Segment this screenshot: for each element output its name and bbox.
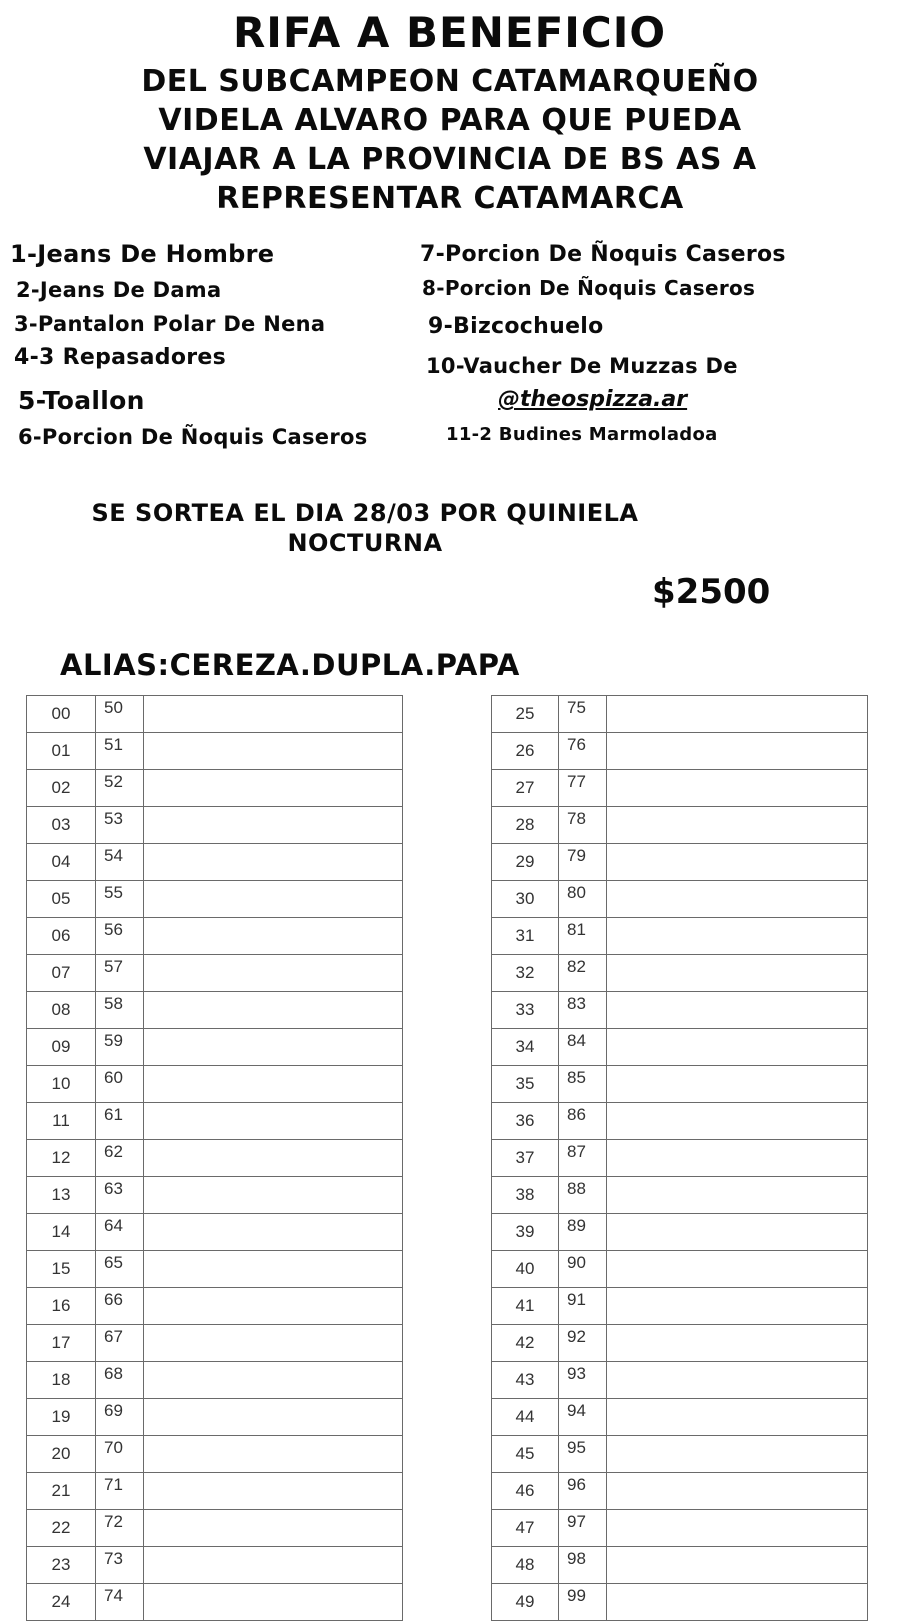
- number-cell: 28: [492, 807, 559, 844]
- number-cell: 20: [27, 1436, 96, 1473]
- name-entry-cell[interactable]: [607, 1436, 868, 1473]
- number-cell: 68: [96, 1362, 144, 1399]
- table-row: [27, 1103, 403, 1140]
- table-row: [492, 955, 868, 992]
- number-cell: 96: [559, 1473, 607, 1510]
- number-cell: 47: [492, 1510, 559, 1547]
- table-row: [492, 1325, 868, 1362]
- table-row: [27, 1140, 403, 1177]
- prize-item: 2-Jeans De Dama: [16, 278, 222, 302]
- ticket-price: $2500: [652, 572, 771, 612]
- number-cell: 89: [559, 1214, 607, 1251]
- name-entry-cell[interactable]: [607, 770, 868, 807]
- number-cell: 85: [559, 1066, 607, 1103]
- table-row: [27, 1436, 403, 1473]
- name-entry-cell[interactable]: [144, 1436, 403, 1473]
- prize-item: 1-Jeans De Hombre: [10, 240, 275, 268]
- number-cell: 34: [492, 1029, 559, 1066]
- number-cell: 72: [96, 1510, 144, 1547]
- name-entry-cell[interactable]: [607, 1029, 868, 1066]
- number-cell: 22: [27, 1510, 96, 1547]
- number-cell: 83: [559, 992, 607, 1029]
- name-entry-cell[interactable]: [144, 1473, 403, 1510]
- number-cell: 32: [492, 955, 559, 992]
- name-entry-cell[interactable]: [144, 881, 403, 918]
- table-row: [27, 1399, 403, 1436]
- number-cell: 56: [96, 918, 144, 955]
- prize-item: 7-Porcion De Ñoquis Caseros: [420, 242, 786, 267]
- name-entry-cell[interactable]: [144, 1288, 403, 1325]
- table-row: [492, 918, 868, 955]
- table-row: [27, 1251, 403, 1288]
- name-entry-cell[interactable]: [144, 918, 403, 955]
- number-cell: 92: [559, 1325, 607, 1362]
- number-cell: 64: [96, 1214, 144, 1251]
- name-entry-cell[interactable]: [607, 733, 868, 770]
- number-cell: 45: [492, 1436, 559, 1473]
- name-entry-cell[interactable]: [144, 1362, 403, 1399]
- name-entry-cell[interactable]: [607, 1251, 868, 1288]
- subtitle-line: DEL SUBCAMPEON CATAMARQUEÑO: [141, 64, 759, 99]
- number-cell: 98: [559, 1547, 607, 1584]
- table-row: [27, 1473, 403, 1510]
- number-cell: 76: [559, 733, 607, 770]
- number-cell: 71: [96, 1473, 144, 1510]
- table-row: [492, 881, 868, 918]
- number-cell: 19: [27, 1399, 96, 1436]
- number-cell: 41: [492, 1288, 559, 1325]
- table-row: [27, 1510, 403, 1547]
- number-cell: 50: [96, 696, 144, 733]
- table-row: [492, 992, 868, 1029]
- number-cell: 95: [559, 1436, 607, 1473]
- number-cell: 14: [27, 1214, 96, 1251]
- table-row: [27, 1325, 403, 1362]
- number-cell: 60: [96, 1066, 144, 1103]
- number-cell: 38: [492, 1177, 559, 1214]
- number-cell: 90: [559, 1251, 607, 1288]
- name-entry-cell[interactable]: [144, 1510, 403, 1547]
- number-cell: 51: [96, 733, 144, 770]
- table-row: [492, 1584, 868, 1621]
- number-cell: 49: [492, 1584, 559, 1621]
- number-cell: 73: [96, 1547, 144, 1584]
- number-cell: 06: [27, 918, 96, 955]
- name-entry-cell[interactable]: [607, 1362, 868, 1399]
- table-row: [492, 1066, 868, 1103]
- number-cell: 65: [96, 1251, 144, 1288]
- table-row: [492, 1510, 868, 1547]
- name-entry-cell[interactable]: [144, 1325, 403, 1362]
- number-cell: 13: [27, 1177, 96, 1214]
- name-entry-cell[interactable]: [607, 1214, 868, 1251]
- number-cell: 48: [492, 1547, 559, 1584]
- number-cell: 16: [27, 1288, 96, 1325]
- number-cell: 52: [96, 770, 144, 807]
- number-cell: 62: [96, 1140, 144, 1177]
- number-cell: 00: [27, 696, 96, 733]
- table-row: [27, 1362, 403, 1399]
- name-entry-cell[interactable]: [144, 1066, 403, 1103]
- number-cell: 53: [96, 807, 144, 844]
- number-cell: 69: [96, 1399, 144, 1436]
- number-cell: 44: [492, 1399, 559, 1436]
- number-cell: 87: [559, 1140, 607, 1177]
- number-cell: 01: [27, 733, 96, 770]
- number-cell: 05: [27, 881, 96, 918]
- number-cell: 57: [96, 955, 144, 992]
- raffle-subtitle: [80, 62, 820, 218]
- name-entry-cell[interactable]: [144, 1214, 403, 1251]
- table-row: [27, 1288, 403, 1325]
- draw-line: SE SORTEA EL DIA 28/03 POR QUINIELA: [91, 499, 639, 527]
- number-cell: 86: [559, 1103, 607, 1140]
- number-cell: 11: [27, 1103, 96, 1140]
- table-row: [27, 844, 403, 881]
- number-cell: 58: [96, 992, 144, 1029]
- table-row: [492, 1399, 868, 1436]
- number-cell: 08: [27, 992, 96, 1029]
- number-cell: 94: [559, 1399, 607, 1436]
- number-cell: 55: [96, 881, 144, 918]
- table-row: [492, 1547, 868, 1584]
- number-cell: 07: [27, 955, 96, 992]
- name-entry-cell[interactable]: [144, 733, 403, 770]
- name-entry-cell[interactable]: [607, 1510, 868, 1547]
- number-cell: 29: [492, 844, 559, 881]
- name-entry-cell[interactable]: [144, 696, 403, 733]
- table-row: [27, 1029, 403, 1066]
- name-entry-cell[interactable]: [607, 807, 868, 844]
- table-row: [492, 1103, 868, 1140]
- name-entry-cell[interactable]: [607, 1140, 868, 1177]
- number-cell: 63: [96, 1177, 144, 1214]
- prize-item: 11-2 Budines Marmoladoa: [446, 424, 718, 445]
- name-entry-cell[interactable]: [144, 1584, 403, 1621]
- number-cell: 21: [27, 1473, 96, 1510]
- prize-item: 4-3 Repasadores: [14, 345, 227, 370]
- table-row: [27, 881, 403, 918]
- table-row: [492, 1251, 868, 1288]
- table-row: [492, 733, 868, 770]
- name-entry-cell[interactable]: [607, 1325, 868, 1362]
- table-row: [492, 844, 868, 881]
- name-entry-cell[interactable]: [144, 1140, 403, 1177]
- number-cell: 81: [559, 918, 607, 955]
- draw-line: NOCTURNA: [287, 529, 443, 557]
- name-entry-cell[interactable]: [607, 696, 868, 733]
- number-cell: 91: [559, 1288, 607, 1325]
- name-entry-cell[interactable]: [607, 881, 868, 918]
- prize-item: 5-Toallon: [18, 386, 145, 415]
- name-entry-cell[interactable]: [607, 1547, 868, 1584]
- table-row: [27, 770, 403, 807]
- number-cell: 99: [559, 1584, 607, 1621]
- table-row: [27, 1214, 403, 1251]
- name-entry-cell[interactable]: [144, 1029, 403, 1066]
- table-row: [27, 807, 403, 844]
- prize-item: 9-Bizcochuelo: [428, 314, 604, 339]
- table-row: [492, 1214, 868, 1251]
- raffle-title: RIFA A BENEFICIO: [232, 8, 667, 57]
- number-cell: 37: [492, 1140, 559, 1177]
- subtitle-line: VIDELA ALVARO PARA QUE PUEDA: [158, 103, 742, 138]
- payment-alias: ALIAS:CEREZA.DUPLA.PAPA: [60, 648, 520, 682]
- table-row: [27, 733, 403, 770]
- number-cell: 93: [559, 1362, 607, 1399]
- subtitle-line: REPRESENTAR CATAMARCA: [216, 181, 684, 216]
- name-entry-cell[interactable]: [607, 992, 868, 1029]
- table-row: [492, 1436, 868, 1473]
- table-row: [27, 1066, 403, 1103]
- prize-item: 3-Pantalon Polar De Nena: [14, 312, 326, 336]
- number-cell: 84: [559, 1029, 607, 1066]
- number-cell: 10: [27, 1066, 96, 1103]
- table-row: [27, 955, 403, 992]
- name-entry-cell[interactable]: [144, 1103, 403, 1140]
- name-entry-cell[interactable]: [144, 844, 403, 881]
- name-entry-cell[interactable]: [144, 807, 403, 844]
- name-entry-cell[interactable]: [607, 1066, 868, 1103]
- subtitle-line: VIAJAR A LA PROVINCIA DE BS AS A: [143, 142, 757, 177]
- number-cell: 54: [96, 844, 144, 881]
- table-row: [27, 992, 403, 1029]
- table-row: [492, 1288, 868, 1325]
- name-entry-cell[interactable]: [607, 1473, 868, 1510]
- number-cell: 40: [492, 1251, 559, 1288]
- table-row: [492, 1177, 868, 1214]
- name-entry-cell[interactable]: [144, 992, 403, 1029]
- table-row: [492, 1140, 868, 1177]
- number-cell: 30: [492, 881, 559, 918]
- number-cell: 18: [27, 1362, 96, 1399]
- name-entry-cell[interactable]: [144, 1251, 403, 1288]
- number-cell: 24: [27, 1584, 96, 1621]
- table-row: [492, 1473, 868, 1510]
- table-row: [27, 1177, 403, 1214]
- number-cell: 80: [559, 881, 607, 918]
- number-cell: 42: [492, 1325, 559, 1362]
- prize-item: 8-Porcion De Ñoquis Caseros: [422, 276, 756, 300]
- number-cell: 23: [27, 1547, 96, 1584]
- number-cell: 04: [27, 844, 96, 881]
- number-cell: 25: [492, 696, 559, 733]
- number-cell: 46: [492, 1473, 559, 1510]
- number-cell: 35: [492, 1066, 559, 1103]
- numbers-table-right: [491, 695, 868, 1621]
- number-cell: 31: [492, 918, 559, 955]
- table-row: [492, 696, 868, 733]
- number-cell: 79: [559, 844, 607, 881]
- table-row: [492, 1029, 868, 1066]
- name-entry-cell[interactable]: [607, 1399, 868, 1436]
- name-entry-cell[interactable]: [607, 1177, 868, 1214]
- number-cell: 75: [559, 696, 607, 733]
- number-cell: 17: [27, 1325, 96, 1362]
- number-cell: 59: [96, 1029, 144, 1066]
- number-cell: 82: [559, 955, 607, 992]
- table-row: [492, 807, 868, 844]
- number-cell: 66: [96, 1288, 144, 1325]
- instagram-handle: @theospizza.ar: [498, 387, 688, 412]
- number-cell: 78: [559, 807, 607, 844]
- table-row: [27, 1584, 403, 1621]
- draw-info: [60, 498, 670, 558]
- numbers-table-left: [26, 695, 403, 1621]
- name-entry-cell[interactable]: [144, 1399, 403, 1436]
- number-cell: 97: [559, 1510, 607, 1547]
- table-row: [27, 918, 403, 955]
- number-cell: 88: [559, 1177, 607, 1214]
- table-row: [492, 1362, 868, 1399]
- name-entry-cell[interactable]: [607, 1288, 868, 1325]
- number-cell: 27: [492, 770, 559, 807]
- table-row: [27, 1547, 403, 1584]
- number-cell: 43: [492, 1362, 559, 1399]
- number-cell: 09: [27, 1029, 96, 1066]
- prize-item: 6-Porcion De Ñoquis Caseros: [18, 425, 368, 449]
- number-cell: 15: [27, 1251, 96, 1288]
- number-cell: 36: [492, 1103, 559, 1140]
- name-entry-cell[interactable]: [607, 844, 868, 881]
- number-cell: 03: [27, 807, 96, 844]
- number-cell: 26: [492, 733, 559, 770]
- name-entry-cell[interactable]: [607, 955, 868, 992]
- number-cell: 77: [559, 770, 607, 807]
- number-cell: 67: [96, 1325, 144, 1362]
- number-cell: 12: [27, 1140, 96, 1177]
- name-entry-cell[interactable]: [144, 1177, 403, 1214]
- prize-item: 10-Vaucher De Muzzas De: [426, 354, 738, 378]
- name-entry-cell[interactable]: [607, 1103, 868, 1140]
- name-entry-cell[interactable]: [144, 955, 403, 992]
- number-cell: 61: [96, 1103, 144, 1140]
- table-row: [27, 696, 403, 733]
- number-cell: 33: [492, 992, 559, 1029]
- name-entry-cell[interactable]: [144, 770, 403, 807]
- name-entry-cell[interactable]: [144, 1547, 403, 1584]
- number-cell: 70: [96, 1436, 144, 1473]
- table-row: [492, 770, 868, 807]
- number-cell: 74: [96, 1584, 144, 1621]
- number-cell: 02: [27, 770, 96, 807]
- number-cell: 39: [492, 1214, 559, 1251]
- name-entry-cell[interactable]: [607, 918, 868, 955]
- name-entry-cell[interactable]: [607, 1584, 868, 1621]
